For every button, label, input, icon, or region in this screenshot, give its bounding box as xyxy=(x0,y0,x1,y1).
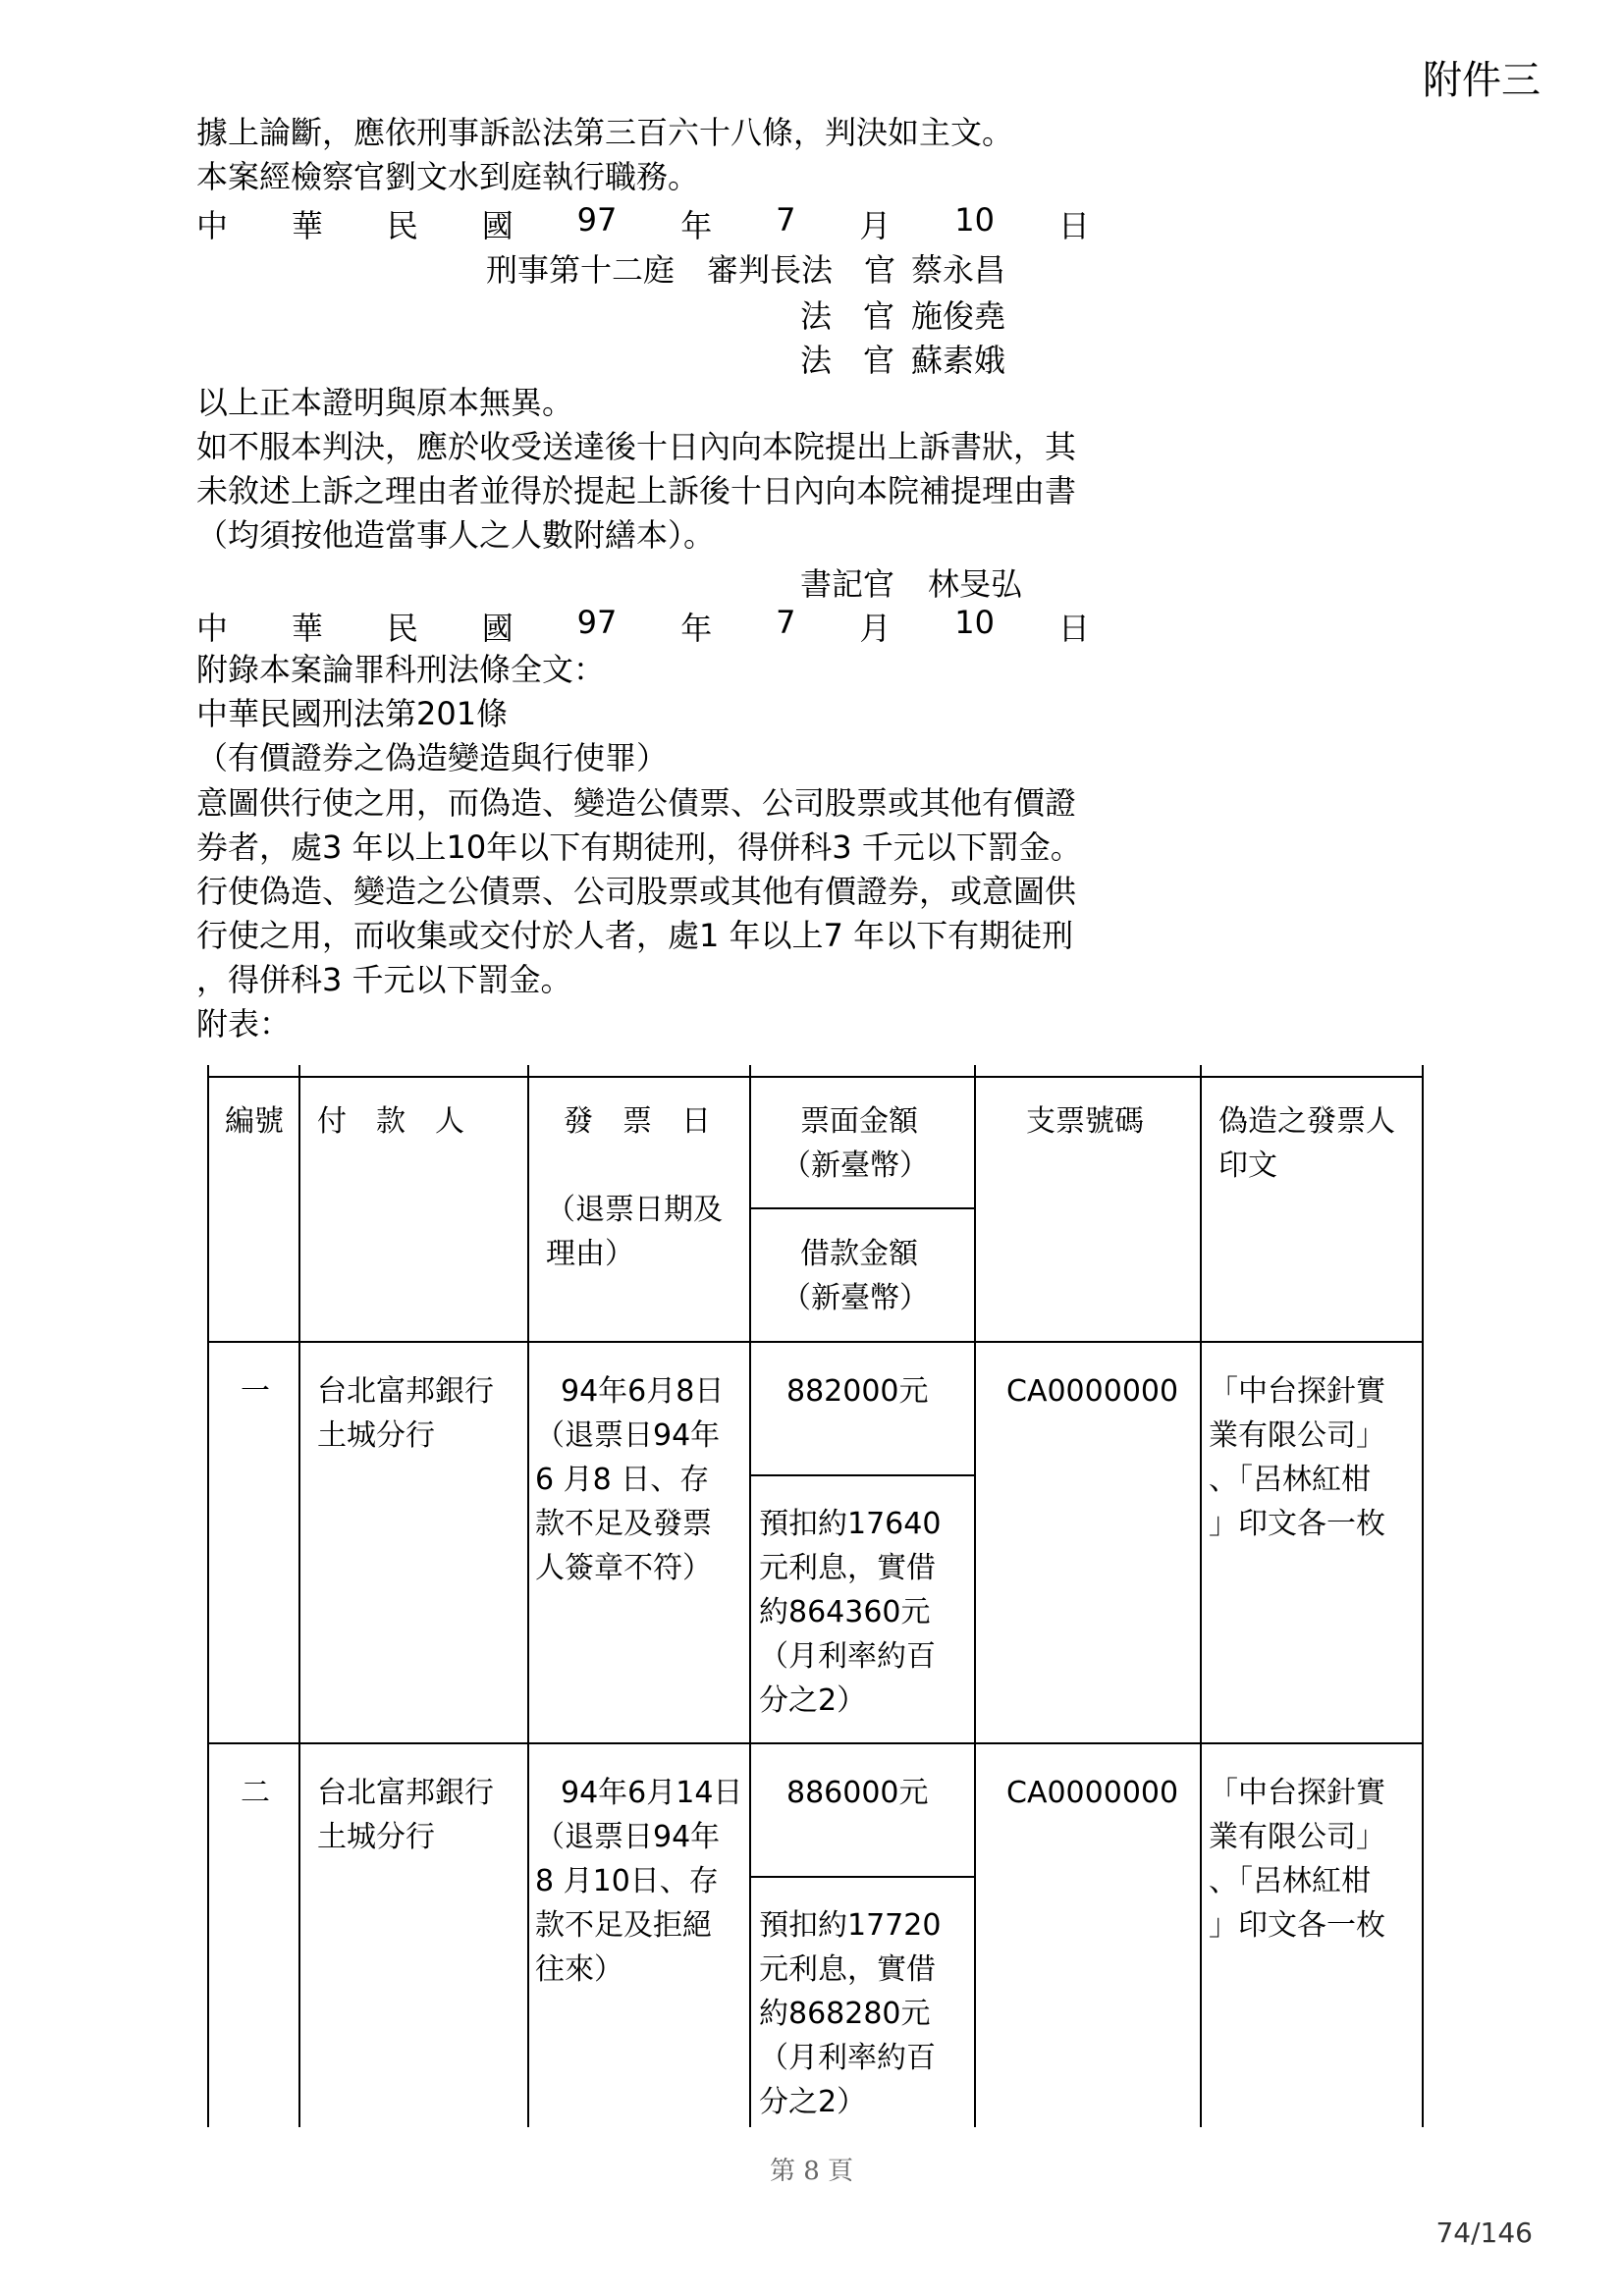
date-char: 月 xyxy=(859,610,892,647)
text-line: （均須按他造當事人之人數附繕本）。 xyxy=(196,516,716,554)
page-label: 第 8 頁 xyxy=(769,2157,854,2186)
judge-name: 蘇素娥 xyxy=(911,342,1006,379)
judge-role: 法 官 xyxy=(800,297,895,335)
header-face-amount: 票面金額 xyxy=(800,1104,918,1139)
header-bounce-info: （退票日期及 xyxy=(546,1193,723,1227)
text-line: 行使偽造、變造之公債票、公司股票或其他有價證券，或意圖供 xyxy=(196,873,1077,910)
row-bounce-info: 6 月8 日、存 xyxy=(535,1463,710,1497)
row-loan-amount: （月利率約百 xyxy=(759,2041,936,2075)
date-char: 年 xyxy=(680,207,713,244)
row-forged-seal: 」印文各一枚 xyxy=(1209,1507,1385,1541)
text-line: 中華民國刑法第201條 xyxy=(196,695,509,732)
row-loan-amount: 元利息，實借 xyxy=(759,1952,936,1987)
text-line: 附表： xyxy=(196,1005,292,1042)
row-number: 二 xyxy=(241,1776,270,1810)
text-line: 以上正本證明與原本無異。 xyxy=(196,384,574,421)
row-forged-seal: 「中台探針實 xyxy=(1209,1776,1385,1810)
row-loan-amount: 分之2） xyxy=(759,1683,867,1718)
text-line: 意圖供行使之用，而偽造、變造公債票、公司股票或其他有價證 xyxy=(196,784,1077,822)
date-year: 97 xyxy=(576,604,618,641)
date-char: 年 xyxy=(680,610,713,647)
header-check-number: 支票號碼 xyxy=(1026,1104,1144,1139)
row-bounce-info: （退票日94年 xyxy=(535,1820,721,1854)
header-bounce-info: 理由） xyxy=(546,1237,634,1271)
judge-name: 施俊堯 xyxy=(911,297,1006,335)
text-line: 行使之用，而收集或交付於人者，處1 年以上7 年以下有期徒刑 xyxy=(196,917,1074,954)
page-count: 74/146 xyxy=(1435,2216,1533,2249)
date-month: 7 xyxy=(776,201,796,239)
text-line: 券者，處3 年以上10年以下有期徒刑，得併科3 千元以下罰金。 xyxy=(196,828,1082,866)
row-loan-amount: 約868280元 xyxy=(759,1997,931,2031)
date-char: 華 xyxy=(291,610,323,647)
clerk-role: 書記官 xyxy=(800,565,895,603)
row-check-number: CA0000000 xyxy=(1006,1776,1179,1810)
header-loan-amount: 借款金額 xyxy=(800,1237,918,1271)
row-bounce-info: 款不足及拒絕 xyxy=(535,1908,712,1943)
date-char: 中 xyxy=(196,610,229,647)
text-line: 本案經檢察官劉文水到庭執行職務。 xyxy=(196,158,700,195)
row-forged-seal: 、「呂林紅柑 xyxy=(1209,1864,1371,1898)
judge-role: 審判長法 官 xyxy=(707,251,896,289)
court-division: 刑事第十二庭 xyxy=(486,251,676,289)
row-issue-date: 94年6月14日 xyxy=(561,1776,743,1810)
judge-name: 蔡永昌 xyxy=(911,251,1006,289)
header-currency: （新臺幣） xyxy=(782,1281,929,1315)
date-char: 民 xyxy=(386,207,418,244)
row-face-amount: 882000元 xyxy=(786,1374,929,1409)
date-month: 7 xyxy=(776,604,796,641)
row-face-amount: 886000元 xyxy=(786,1776,929,1810)
row-number: 一 xyxy=(241,1374,270,1409)
date-day: 10 xyxy=(954,201,996,239)
date-char: 日 xyxy=(1057,610,1090,647)
header-issue-date: 發 票 日 xyxy=(564,1104,711,1139)
judge-role: 法 官 xyxy=(800,342,895,379)
row-forged-seal: 「中台探針實 xyxy=(1209,1374,1385,1409)
date-char: 民 xyxy=(386,610,418,647)
row-bounce-info: 款不足及發票 xyxy=(535,1507,712,1541)
date-char: 日 xyxy=(1057,207,1090,244)
clerk-name: 林旻弘 xyxy=(928,565,1023,603)
date-year: 97 xyxy=(576,201,618,239)
annex-label: 附件三 xyxy=(1423,58,1541,103)
row-loan-amount: 元利息，實借 xyxy=(759,1551,936,1585)
date-line-judgment xyxy=(196,201,1090,246)
row-bounce-info: （退票日94年 xyxy=(535,1418,721,1453)
row-loan-amount: （月利率約百 xyxy=(759,1639,936,1674)
row-bounce-info: 8 月10日、存 xyxy=(535,1864,719,1898)
row-bounce-info: 往來） xyxy=(535,1952,623,1987)
row-payer: 台北富邦銀行 xyxy=(317,1374,494,1409)
text-line: 附錄本案論罪科刑法條全文： xyxy=(196,651,606,688)
row-loan-amount: 約864360元 xyxy=(759,1595,931,1629)
header-forged-seal: 偽造之發票人 xyxy=(1218,1104,1395,1139)
date-char: 國 xyxy=(481,207,514,244)
date-char: 中 xyxy=(196,207,229,244)
row-forged-seal: 業有限公司」 xyxy=(1209,1418,1385,1453)
text-line: （有價證券之偽造變造與行使罪） xyxy=(196,739,669,776)
row-loan-amount: 分之2） xyxy=(759,2085,867,2119)
header-currency: （新臺幣） xyxy=(782,1148,929,1183)
date-line-certified xyxy=(196,604,1090,649)
date-char: 國 xyxy=(481,610,514,647)
header-number: 編號 xyxy=(225,1104,284,1139)
row-payer: 台北富邦銀行 xyxy=(317,1776,494,1810)
header-payer: 付 款 人 xyxy=(317,1104,464,1139)
row-issue-date: 94年6月8日 xyxy=(561,1374,725,1409)
row-payer: 土城分行 xyxy=(317,1418,435,1453)
date-day: 10 xyxy=(954,604,996,641)
row-check-number: CA0000000 xyxy=(1006,1374,1179,1409)
row-forged-seal: 業有限公司」 xyxy=(1209,1820,1385,1854)
row-payer: 土城分行 xyxy=(317,1820,435,1854)
date-char: 月 xyxy=(859,207,892,244)
row-bounce-info: 人簽章不符） xyxy=(535,1551,712,1585)
text-line: 未敘述上訴之理由者並得於提起上訴後十日內向本院補提理由書 xyxy=(196,472,1077,509)
row-forged-seal: 」印文各一枚 xyxy=(1209,1908,1385,1943)
row-loan-amount: 預扣約17720 xyxy=(759,1908,942,1943)
date-char: 華 xyxy=(291,207,323,244)
row-forged-seal: 、「呂林紅柑 xyxy=(1209,1463,1371,1497)
text-line: 據上論斷，應依刑事訴訟法第三百六十八條，判決如主文。 xyxy=(196,114,1014,151)
appendix-table xyxy=(207,1065,1425,2127)
header-forged-seal: 印文 xyxy=(1218,1148,1277,1183)
text-line: 如不服本判決，應於收受送達後十日內向本院提出上訴書狀，其 xyxy=(196,428,1077,465)
text-line: ，得併科3 千元以下罰金。 xyxy=(196,961,572,998)
row-loan-amount: 預扣約17640 xyxy=(759,1507,942,1541)
